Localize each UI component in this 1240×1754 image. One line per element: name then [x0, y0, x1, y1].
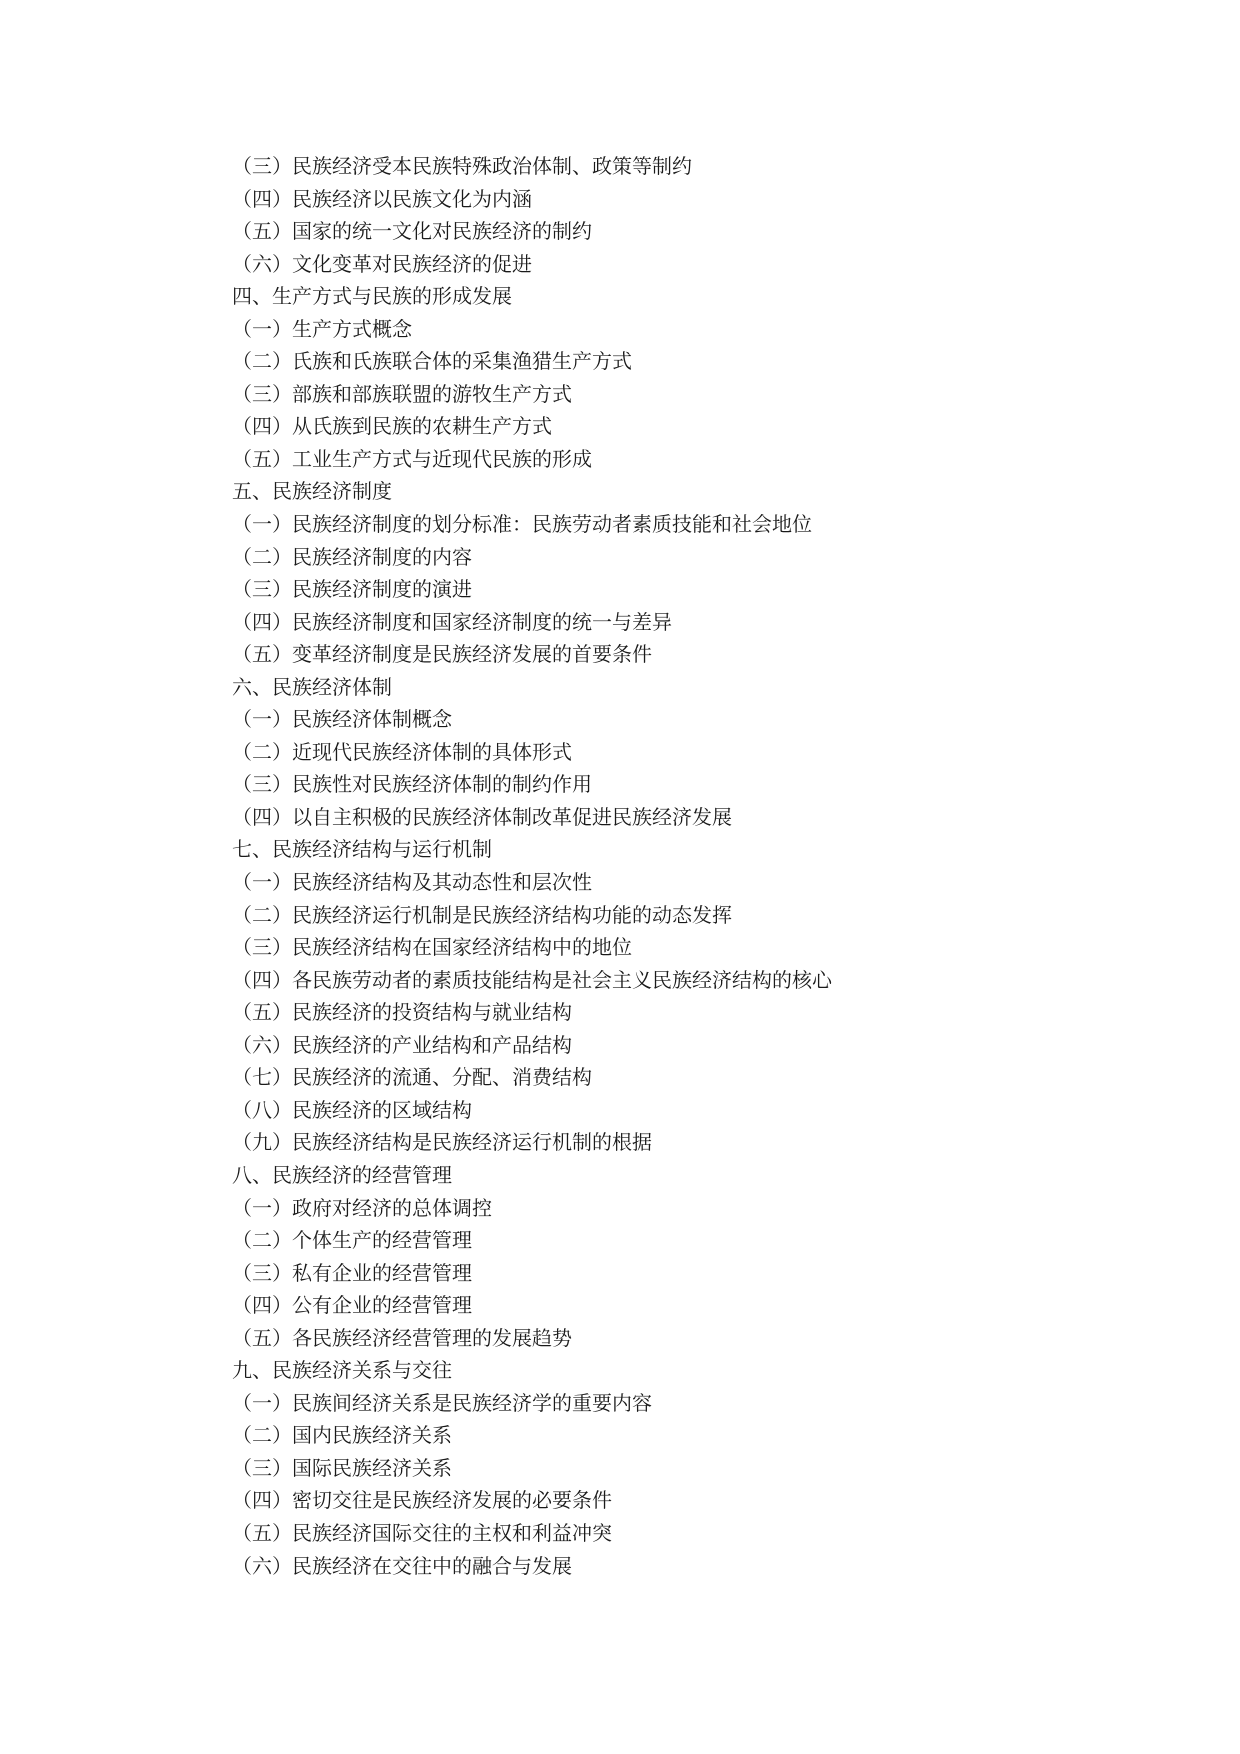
- section-heading: 七、民族经济结构与运行机制: [232, 837, 492, 862]
- subsection-item: （四）民族经济制度和国家经济制度的统一与差异: [232, 609, 672, 634]
- subsection-item: （四）从氏族到民族的农耕生产方式: [232, 414, 552, 439]
- subsection-item: （三）民族经济制度的演进: [232, 577, 472, 602]
- subsection-item: （一）生产方式概念: [232, 316, 412, 341]
- subsection-item: （二）近现代民族经济体制的具体形式: [232, 739, 572, 764]
- subsection-item: （二）氏族和氏族联合体的采集渔猎生产方式: [232, 349, 632, 374]
- subsection-item: （六）民族经济在交往中的融合与发展: [232, 1553, 572, 1578]
- subsection-item: （八）民族经济的区域结构: [232, 1097, 472, 1122]
- subsection-item: （七）民族经济的流通、分配、消费结构: [232, 1065, 592, 1090]
- subsection-item: （三）民族经济受本民族特殊政治体制、政策等制约: [232, 154, 692, 178]
- subsection-item: （三）国际民族经济关系: [232, 1455, 452, 1480]
- subsection-item: （一）民族间经济关系是民族经济学的重要内容: [232, 1390, 652, 1415]
- subsection-item: （一）政府对经济的总体调控: [232, 1195, 492, 1220]
- subsection-item: （一）民族经济结构及其动态性和层次性: [232, 870, 592, 895]
- subsection-item: （五）变革经济制度是民族经济发展的首要条件: [232, 642, 652, 667]
- subsection-item: （四）民族经济以民族文化为内涵: [232, 186, 532, 211]
- subsection-item: （四）各民族劳动者的素质技能结构是社会主义民族经济结构的核心: [232, 967, 832, 992]
- subsection-item: （二）民族经济制度的内容: [232, 544, 472, 569]
- subsection-item: （二）民族经济运行机制是民族经济结构功能的动态发挥: [232, 902, 732, 927]
- subsection-item: （四）公有企业的经营管理: [232, 1293, 472, 1318]
- section-heading: 八、民族经济的经营管理: [232, 1162, 452, 1187]
- subsection-item: （二）国内民族经济关系: [232, 1423, 452, 1448]
- section-heading: 六、民族经济体制: [232, 674, 392, 699]
- subsection-item: （五）民族经济的投资结构与就业结构: [232, 1000, 572, 1025]
- subsection-item: （五）国家的统一文化对民族经济的制约: [232, 219, 592, 244]
- section-heading: 四、生产方式与民族的形成发展: [232, 284, 512, 309]
- subsection-item: （五）工业生产方式与近现代民族的形成: [232, 446, 592, 471]
- section-heading: 五、民族经济制度: [232, 479, 392, 504]
- subsection-item: （三）民族经济结构在国家经济结构中的地位: [232, 935, 632, 960]
- section-heading: 九、民族经济关系与交往: [232, 1358, 452, 1383]
- subsection-item: （九）民族经济结构是民族经济运行机制的根据: [232, 1130, 652, 1155]
- subsection-item: （五）民族经济国际交往的主权和利益冲突: [232, 1520, 612, 1545]
- subsection-item: （三）民族性对民族经济体制的制约作用: [232, 772, 592, 797]
- subsection-item: （二）个体生产的经营管理: [232, 1228, 472, 1253]
- subsection-item: （三）部族和部族联盟的游牧生产方式: [232, 381, 572, 406]
- outline-list: [232, 150, 1152, 1582]
- subsection-item: （六）民族经济的产业结构和产品结构: [232, 1032, 572, 1057]
- subsection-item: （一）民族经济制度的划分标准：民族劳动者素质技能和社会地位: [232, 512, 812, 537]
- subsection-item: （六）文化变革对民族经济的促进: [232, 251, 532, 276]
- subsection-item: （四）以自主积极的民族经济体制改革促进民族经济发展: [232, 804, 732, 829]
- subsection-item: （四）密切交往是民族经济发展的必要条件: [232, 1488, 612, 1513]
- subsection-item: （三）私有企业的经营管理: [232, 1260, 472, 1285]
- subsection-item: （五）各民族经济经营管理的发展趋势: [232, 1325, 572, 1350]
- subsection-item: （一）民族经济体制概念: [232, 707, 452, 732]
